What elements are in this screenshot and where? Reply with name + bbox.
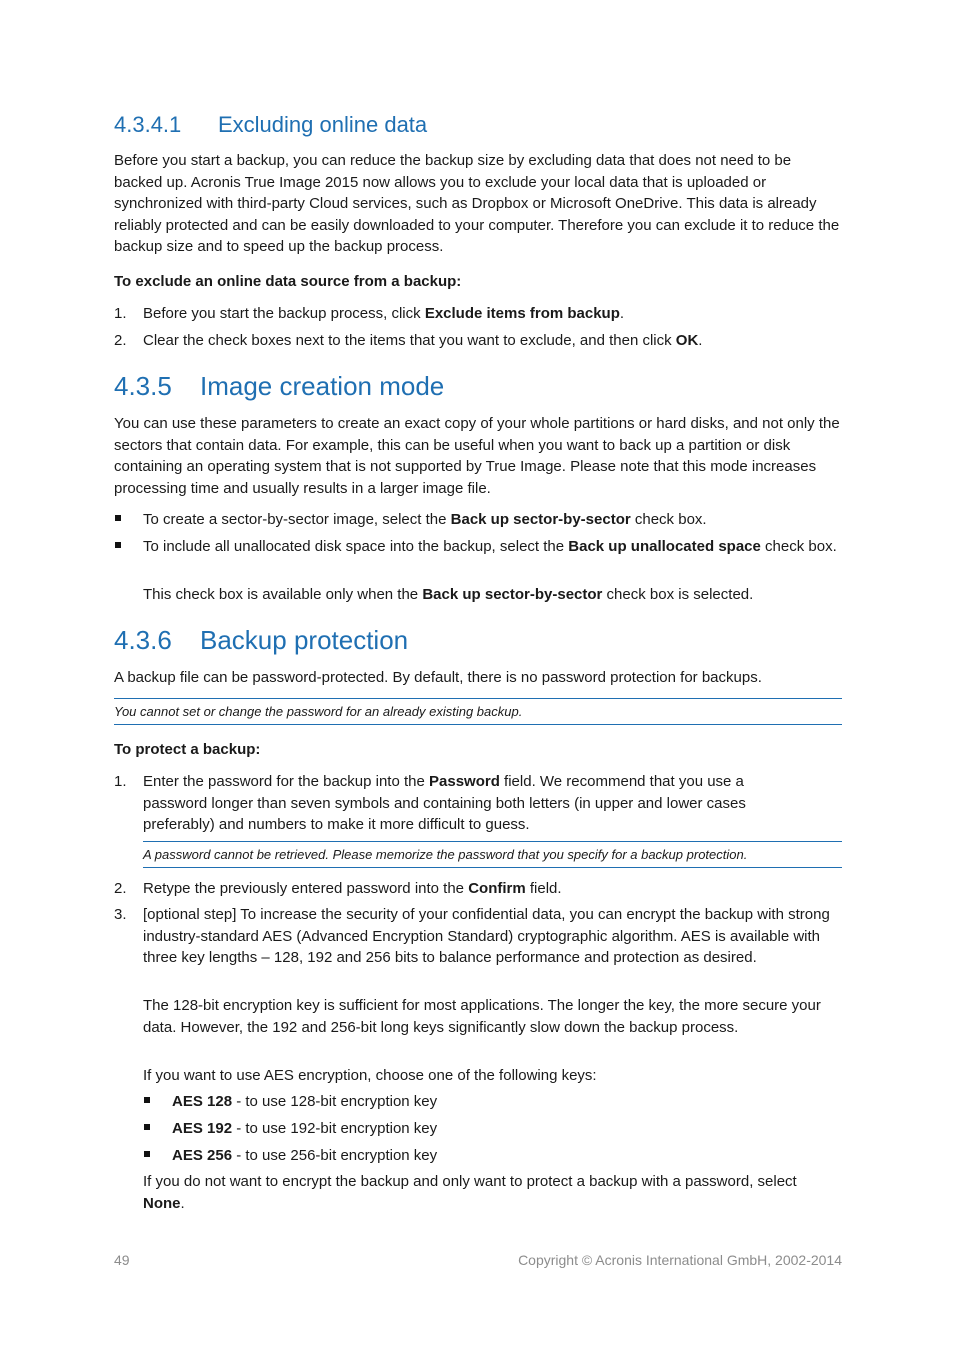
ui-element-name: Exclude items from backup xyxy=(424,305,620,322)
step-text-end: . xyxy=(698,332,703,349)
list-item xyxy=(114,904,842,969)
list-item xyxy=(143,1145,842,1167)
bullet-text: To create a sector-by-sector image, select the xyxy=(143,511,451,528)
paragraph-text-end: . xyxy=(180,1194,185,1212)
list-item xyxy=(114,303,842,325)
bullet-text-end: check box. xyxy=(760,538,837,555)
indented-note xyxy=(114,584,842,606)
step-text: [optional step] To increase the security of your confidential data, you can encrypt the backup with strong industry-standard AES (Advanced Encryption Standard) cryptographic algorithm. AES is available with three key lengths – 128, 192 and 256 bits to balance performance and protection as desired. xyxy=(143,906,830,966)
bullet-icon xyxy=(144,1145,168,1167)
note-box: A password cannot be retrieved. Please memorize the password that you specify for a backup protection. xyxy=(143,841,842,868)
list-item xyxy=(114,771,842,836)
step-number: 2. xyxy=(114,332,127,349)
step-number: 1. xyxy=(114,305,127,322)
bullet-icon xyxy=(115,536,139,558)
paragraph-text: If you want to use AES encryption, choose one of the following keys: xyxy=(143,1067,597,1084)
list-item xyxy=(143,1091,842,1113)
copyright-notice: Copyright © Acronis International GmbH, 2002-2014 xyxy=(518,1252,842,1268)
ui-element-name: Back up unallocated space xyxy=(568,538,761,555)
ui-element-name: None xyxy=(143,1194,181,1212)
list-item xyxy=(114,330,842,352)
step-paragraph xyxy=(114,1171,842,1214)
section-heading-435 xyxy=(114,371,444,402)
section-intro: You can use these parameters to create an exact copy of your whole partitions or hard disks, and not only the sectors that contain data. For example, this can be useful when you want to back up a partition or disk containing an operating system that is not supported by True Image. Please note that this mode increases processing time and usually results in a larger image file. xyxy=(114,415,840,497)
paragraph-text: The 128-bit encryption key is sufficient for most applications. The longer the key, the more secure your data. However, the 192 and 256-bit long keys significantly slow down the backup process. xyxy=(143,997,821,1036)
step-paragraph xyxy=(114,1065,842,1087)
page-number: 49 xyxy=(114,1252,130,1268)
section-heading-4341 xyxy=(114,112,427,138)
section-heading-436 xyxy=(114,625,408,656)
section-intro: A backup file can be password-protected. By default, there is no password protection for backups. xyxy=(114,669,762,686)
section-title: Excluding online data xyxy=(218,112,428,137)
section-intro: Before you start a backup, you can reduce the backup size by excluding data that does not need to be backed up. Acronis True Image 2015 now allows you to exclude your local data that is uploaded or synchronized with third-party Cloud services, such as Dropbox or Microsoft OneDrive. This data is already reliably protected and can be easily downloaded to your computer. Therefore you can exclude it to reduce the backup size and to speed up the backup process. xyxy=(114,152,840,255)
ui-element-name: Password xyxy=(429,773,500,790)
bullet-icon xyxy=(144,1091,168,1113)
ui-element-name: Back up sector-by-sector xyxy=(422,586,603,603)
step-paragraph xyxy=(114,995,842,1038)
step-text-end: field. xyxy=(525,880,562,897)
key-description: - to use 192-bit encryption key xyxy=(232,1120,438,1137)
ui-element-name: Confirm xyxy=(468,880,526,897)
key-description: - to use 256-bit encryption key xyxy=(232,1147,438,1164)
ui-element-name: OK xyxy=(675,332,699,349)
step-text: Before you start the backup process, click xyxy=(143,305,425,322)
procedure-title: To protect a backup: xyxy=(114,741,261,758)
step-text: Enter the password for the backup into the xyxy=(143,773,430,790)
note-box: You cannot set or change the password for an already existing backup. xyxy=(114,698,842,725)
paragraph-text: If you do not want to encrypt the backup and only want to protect a backup with a password, select xyxy=(143,1173,797,1190)
list-item xyxy=(114,536,842,558)
bullet-text-end: check box. xyxy=(630,511,707,528)
key-description: - to use 128-bit encryption key xyxy=(232,1093,438,1110)
bullet-icon xyxy=(144,1118,168,1140)
list-item xyxy=(143,1118,842,1140)
section-title: Backup protection xyxy=(200,625,409,655)
key-name: AES 256 xyxy=(172,1147,233,1164)
procedure-title: To exclude an online data source from a backup: xyxy=(114,273,462,290)
key-name: AES 128 xyxy=(172,1093,233,1110)
key-name: AES 192 xyxy=(172,1120,233,1137)
step-text: Retype the previously entered password into the xyxy=(143,880,469,897)
note-text: This check box is available only when the xyxy=(143,586,423,603)
step-number: 3. xyxy=(114,906,127,923)
list-item xyxy=(114,878,842,900)
bullet-icon xyxy=(115,509,139,531)
bullet-text: To include all unallocated disk space into the backup, select the xyxy=(143,538,569,555)
step-text-end: field. We recommend that you use a password longer than seven symbols and containing both letters (in upper and lower cases preferably) and numbers to make it more difficult to guess. xyxy=(143,773,746,833)
step-number: 1. xyxy=(114,773,127,790)
section-title: Image creation mode xyxy=(200,371,445,401)
section-number: 4.3.6 xyxy=(114,625,172,655)
ui-element-name: Back up sector-by-sector xyxy=(450,511,631,528)
list-item xyxy=(114,509,842,531)
section-number: 4.3.5 xyxy=(114,371,172,401)
note-text-end: check box is selected. xyxy=(602,586,754,603)
step-text-end: . xyxy=(619,305,625,322)
step-text: Clear the check boxes next to the items that you want to exclude, and then click xyxy=(143,332,676,349)
step-number: 2. xyxy=(114,880,127,897)
section-number: 4.3.4.1 xyxy=(114,112,182,137)
